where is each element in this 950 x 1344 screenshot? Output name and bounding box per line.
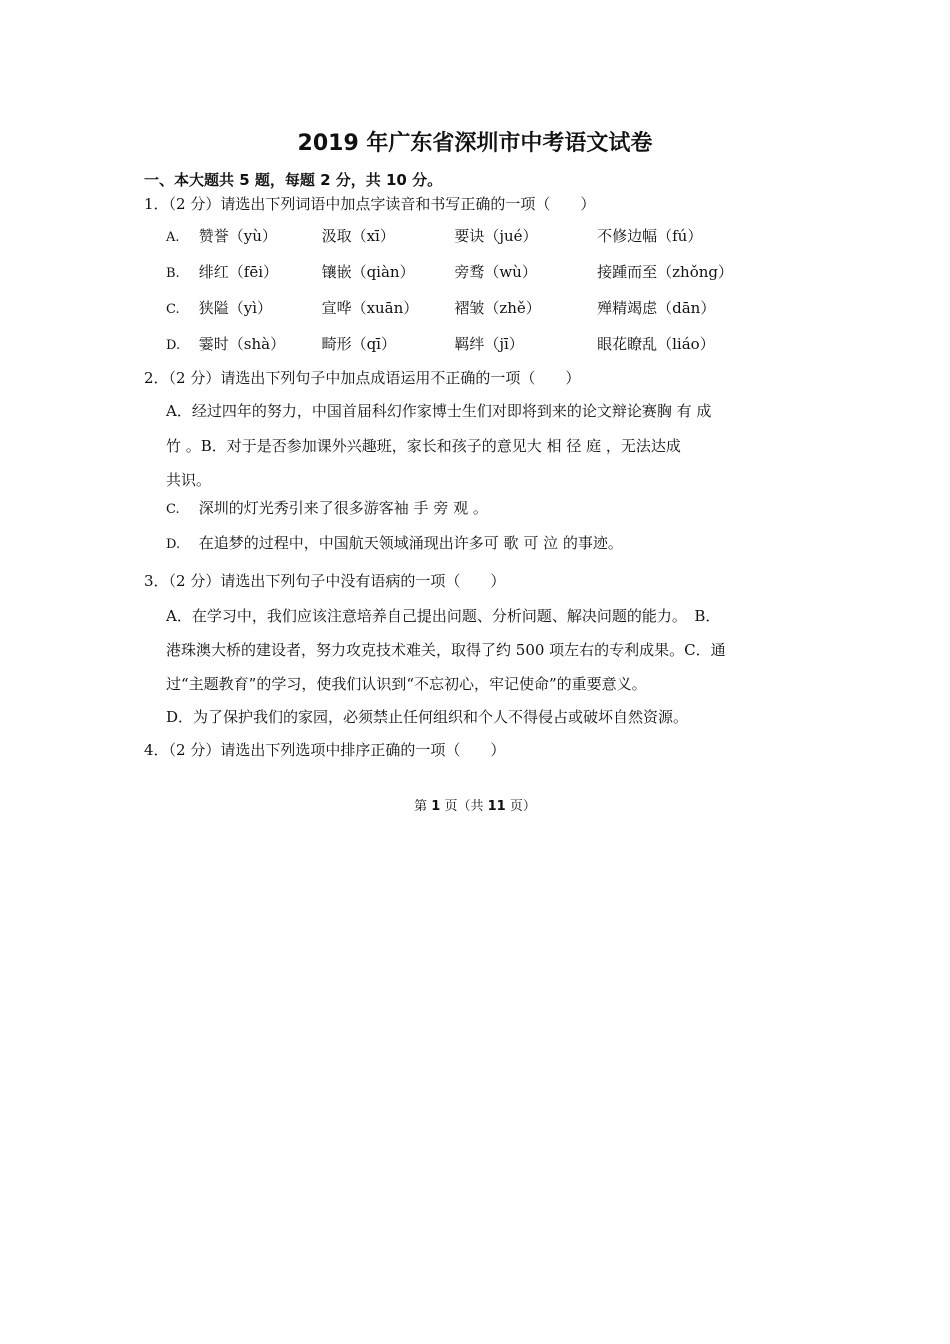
section-heading: 一、本大题共 5 题，每题 2 分，共 10 分。 — [144, 171, 443, 189]
question-2-stem: 2．（2 分）请选出下列句子中加点成语运用不正确的一项（ ） — [144, 369, 581, 387]
question-2-line-2: 竹 。B．对于是否参加课外兴趣班，家长和孩子的意见大 相 径 庭 ，无法达成 — [166, 437, 681, 455]
question-1-stem: 1．（2 分）请选出下列词语中加点字读音和书写正确的一项（ ） — [144, 195, 596, 213]
option-item: 接踵而至（zhǒng） — [597, 263, 733, 281]
page-number: 1 — [431, 799, 441, 814]
option-label: C. — [166, 502, 180, 517]
option-item: 赞誉（yù） — [198, 227, 277, 245]
option-label: B. — [166, 266, 180, 281]
option-item: 镶嵌（qiàn） — [321, 263, 415, 281]
option-text: 深圳的灯光秀引来了很多游客袖 手 旁 观 。 — [198, 499, 488, 517]
question-3-line-1: A．在学习中，我们应该注意培养自己提出问题、分析问题、解决问题的能力。 B． — [166, 607, 721, 625]
option-item: 绯红（fēi） — [198, 263, 279, 281]
option-item: 汲取（xī） — [321, 227, 395, 245]
page-title: 2019 年广东省深圳市中考语文试卷 — [297, 131, 653, 156]
option-item: 宣哗（xuān） — [321, 299, 419, 317]
question-3-line-3: 过“主题教育”的学习，使我们认识到“不忘初心，牢记使命”的重要意义。 — [166, 675, 647, 693]
footer-middle: 页（共 — [444, 799, 484, 814]
option-item: 畸形（qī） — [321, 335, 396, 353]
footer-suffix: 页） — [509, 799, 536, 814]
option-item: 褶皱（zhě） — [454, 299, 541, 317]
option-label: A. — [166, 230, 180, 245]
question-2-option-d — [166, 533, 623, 555]
option-item: 殚精竭虑（dān） — [597, 299, 716, 317]
option-item: 要诀（jué） — [454, 227, 538, 245]
option-label: C. — [166, 302, 180, 317]
option-label: D. — [166, 537, 181, 552]
question-1-option-c — [166, 298, 715, 320]
question-2-line-3: 共识。 — [166, 471, 212, 489]
footer-prefix: 第 — [414, 799, 428, 814]
option-item: 羁绊（jī） — [454, 335, 524, 353]
question-3-line-2: 港珠澳大桥的建设者，努力攻克技术难关，取得了约 500 项左右的专利成果。C．通 — [166, 641, 726, 659]
question-2-option-c — [166, 498, 488, 520]
option-item: 眼花瞭乱（liáo） — [597, 335, 715, 353]
question-1-option-b — [166, 262, 733, 284]
question-2-line-1: A．经过四年的努力，中国首届科幻作家博士生们对即将到来的论文辩论赛胸 有 成 — [166, 402, 712, 420]
question-1-option-a — [166, 226, 702, 248]
option-item: 狭隘（yì） — [198, 299, 273, 317]
question-1-option-d — [166, 334, 715, 356]
option-item: 不修边幅（fú） — [597, 227, 703, 245]
option-text: 在追梦的过程中，中国航天领域涌现出许多可 歌 可 泣 的事迹。 — [198, 534, 623, 552]
question-4-stem: 4．（2 分）请选出下列选项中排序正确的一项（ ） — [144, 741, 506, 759]
option-item: 旁骛（wù） — [454, 263, 537, 281]
question-3-stem: 3．（2 分）请选出下列句子中没有语病的一项（ ） — [144, 572, 506, 590]
question-3-line-4: D．为了保护我们的家园，必须禁止任何组织和个人不得侵占或破坏自然资源。 — [166, 708, 689, 726]
page-total: 11 — [487, 799, 506, 814]
option-item: 霎时（shà） — [198, 335, 286, 353]
page-footer — [0, 795, 950, 814]
option-label: D. — [166, 338, 181, 353]
